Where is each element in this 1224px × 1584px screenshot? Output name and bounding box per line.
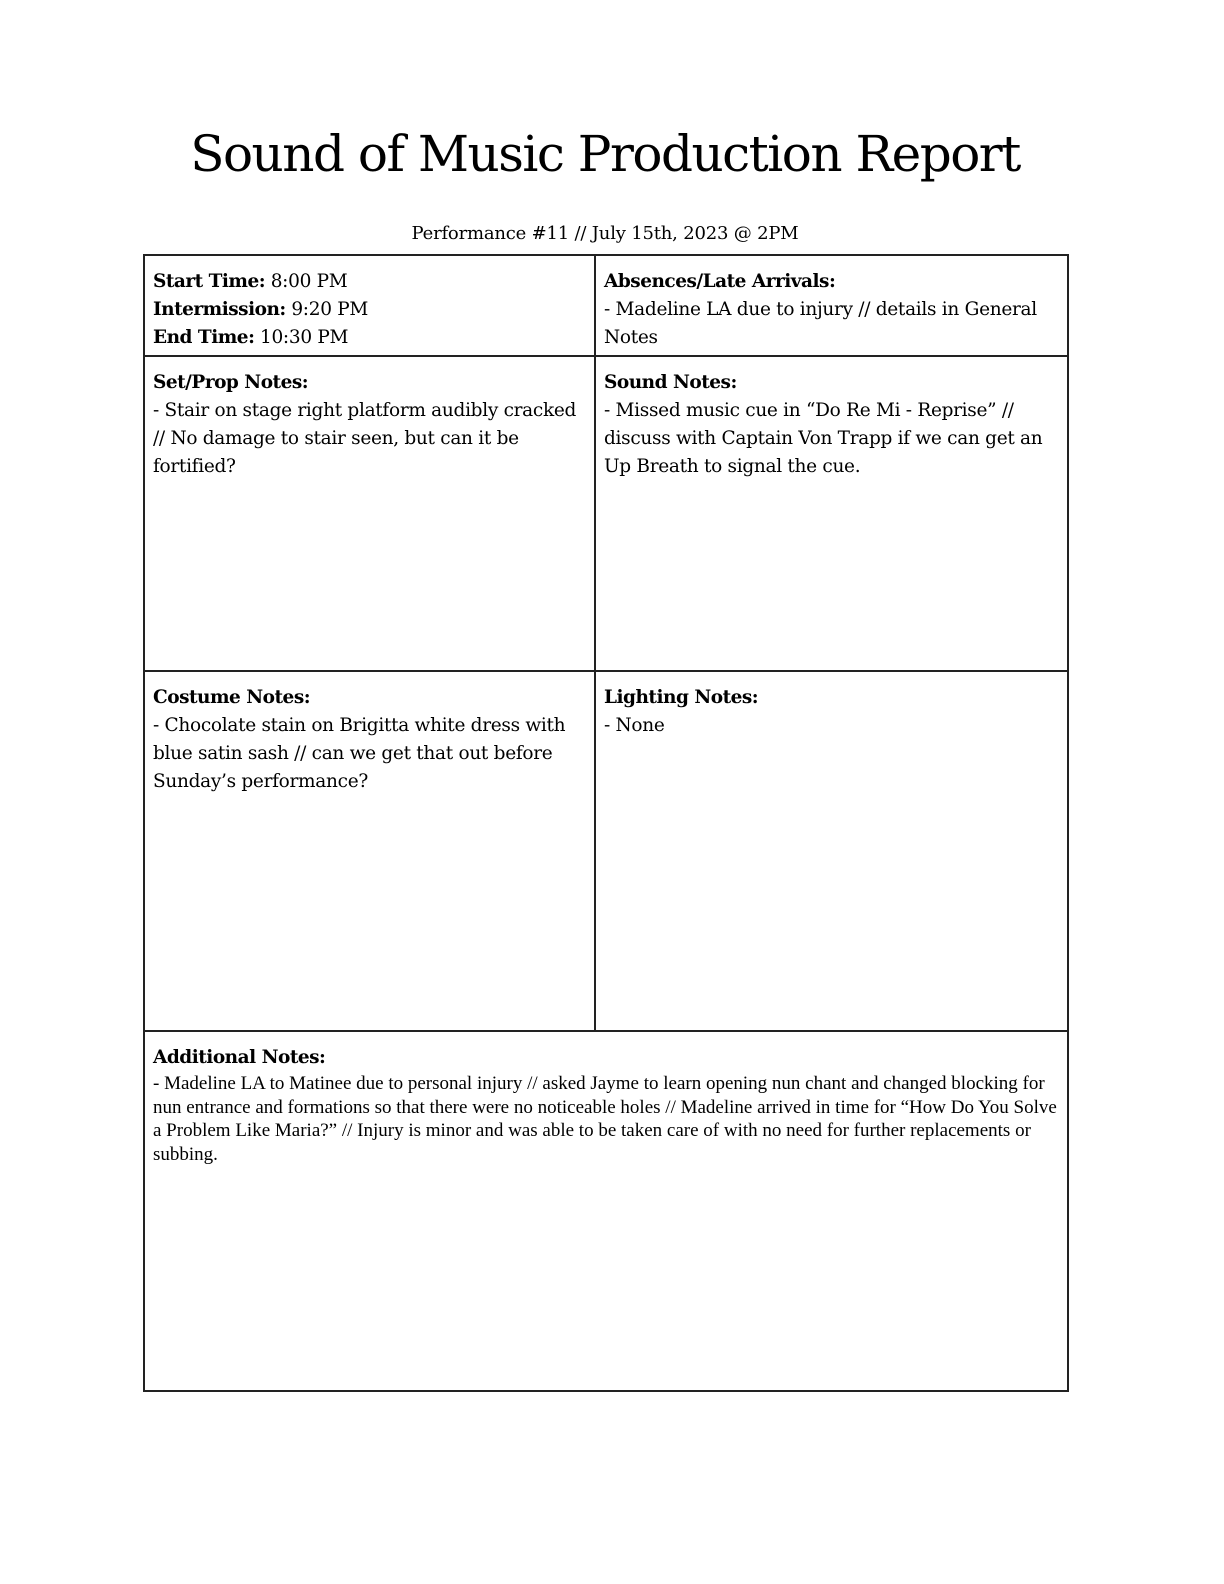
intermission-value: 9:20 PM: [285, 299, 369, 320]
costume-heading: Costume Notes:: [153, 687, 311, 708]
absences-cell: [596, 256, 1067, 357]
report-table: [143, 254, 1069, 1392]
page-title: Sound of Music Production Report: [190, 125, 1020, 183]
sound-notes-cell: [596, 357, 1067, 672]
set-prop-heading: Set/Prop Notes:: [153, 372, 309, 393]
set-prop-notes-cell: [145, 357, 596, 672]
times-cell: [145, 256, 596, 357]
start-time-value: 8:00 PM: [265, 271, 348, 292]
end-time-value: 10:30 PM: [254, 327, 349, 348]
additional-heading: Additional Notes:: [153, 1047, 326, 1068]
lighting-notes-cell: [596, 672, 1067, 1032]
set-prop-body: - Stair on stage right platform audibly cracked // No damage to stair seen, but can it be fortified?: [153, 400, 577, 477]
intermission-label: Intermission:: [153, 299, 286, 320]
start-time-line: [153, 268, 586, 296]
sound-body: - Missed music cue in “Do Re Mi - Reprise” // discuss with Captain Von Trapp if we can get an Up Breath to signal the cue.: [604, 400, 1043, 477]
lighting-body: - None: [604, 715, 665, 736]
additional-notes-cell: [145, 1032, 1067, 1390]
sound-heading: Sound Notes:: [604, 372, 737, 393]
costume-body: - Chocolate stain on Brigitta white dress with blue satin sash // can we get that out before Sunday’s performance?: [153, 715, 566, 792]
costume-notes-cell: [145, 672, 596, 1032]
absences-body: - Madeline LA due to injury // details in General Notes: [604, 299, 1037, 348]
additional-body: - Madeline LA to Matinee due to personal injury // asked Jayme to learn opening nun chant and changed blocking for nun entrance and formations so that there were no noticeable holes // Madeline arrived in time for “How Do You Solve a Problem Like Maria?” // Injury is minor and was able to be taken care of with no need for further replacements or subbing.: [153, 1073, 1057, 1165]
start-time-label: Start Time:: [153, 271, 266, 292]
performance-subtitle: Performance #11 // July 15th, 2023 @ 2PM: [411, 223, 799, 244]
lighting-heading: Lighting Notes:: [604, 687, 759, 708]
intermission-line: [153, 296, 586, 324]
absences-heading: Absences/Late Arrivals:: [604, 271, 836, 292]
end-time-line: [153, 324, 586, 352]
end-time-label: End Time:: [153, 327, 255, 348]
